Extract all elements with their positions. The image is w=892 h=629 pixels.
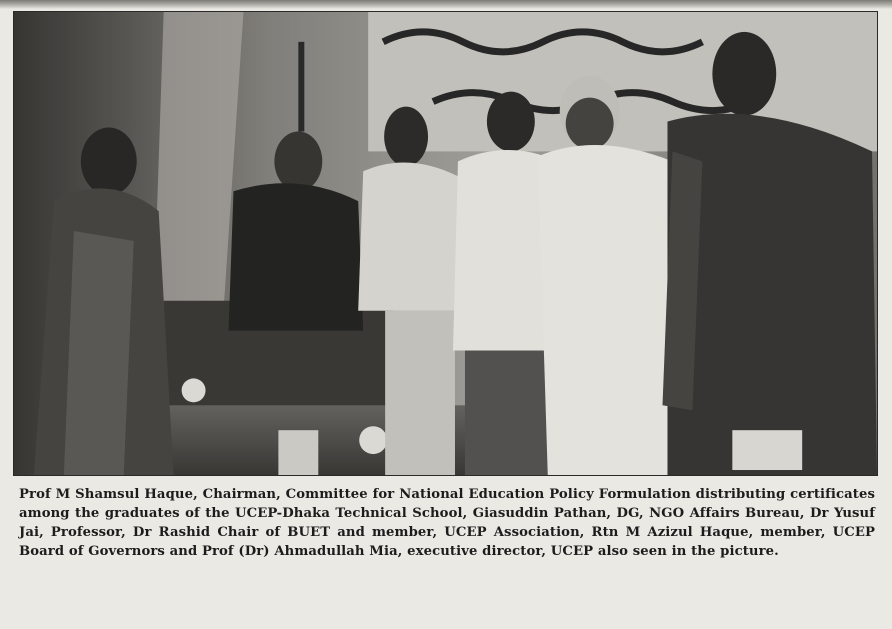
news-photo [13,11,878,476]
photo-illustration [14,12,877,475]
page-top-edge [0,0,892,9]
photo-caption: Prof M Shamsul Haque, Chairman, Committee for National Education Policy Formulation distributing certificates among the graduates of the UCEP-Dhaka Technical School, Giasuddin Pathan, DG, NGO Affairs Bureau, Dr Yusuf Jai, Professor, Dr Rashid Chair of BUET and member, UCEP Association, Rtn M Azizul Haque, member, UCEP Board of Governors and Prof (Dr) Ahmadullah Mia, executive director, UCEP also seen in the picture. [19,487,875,559]
